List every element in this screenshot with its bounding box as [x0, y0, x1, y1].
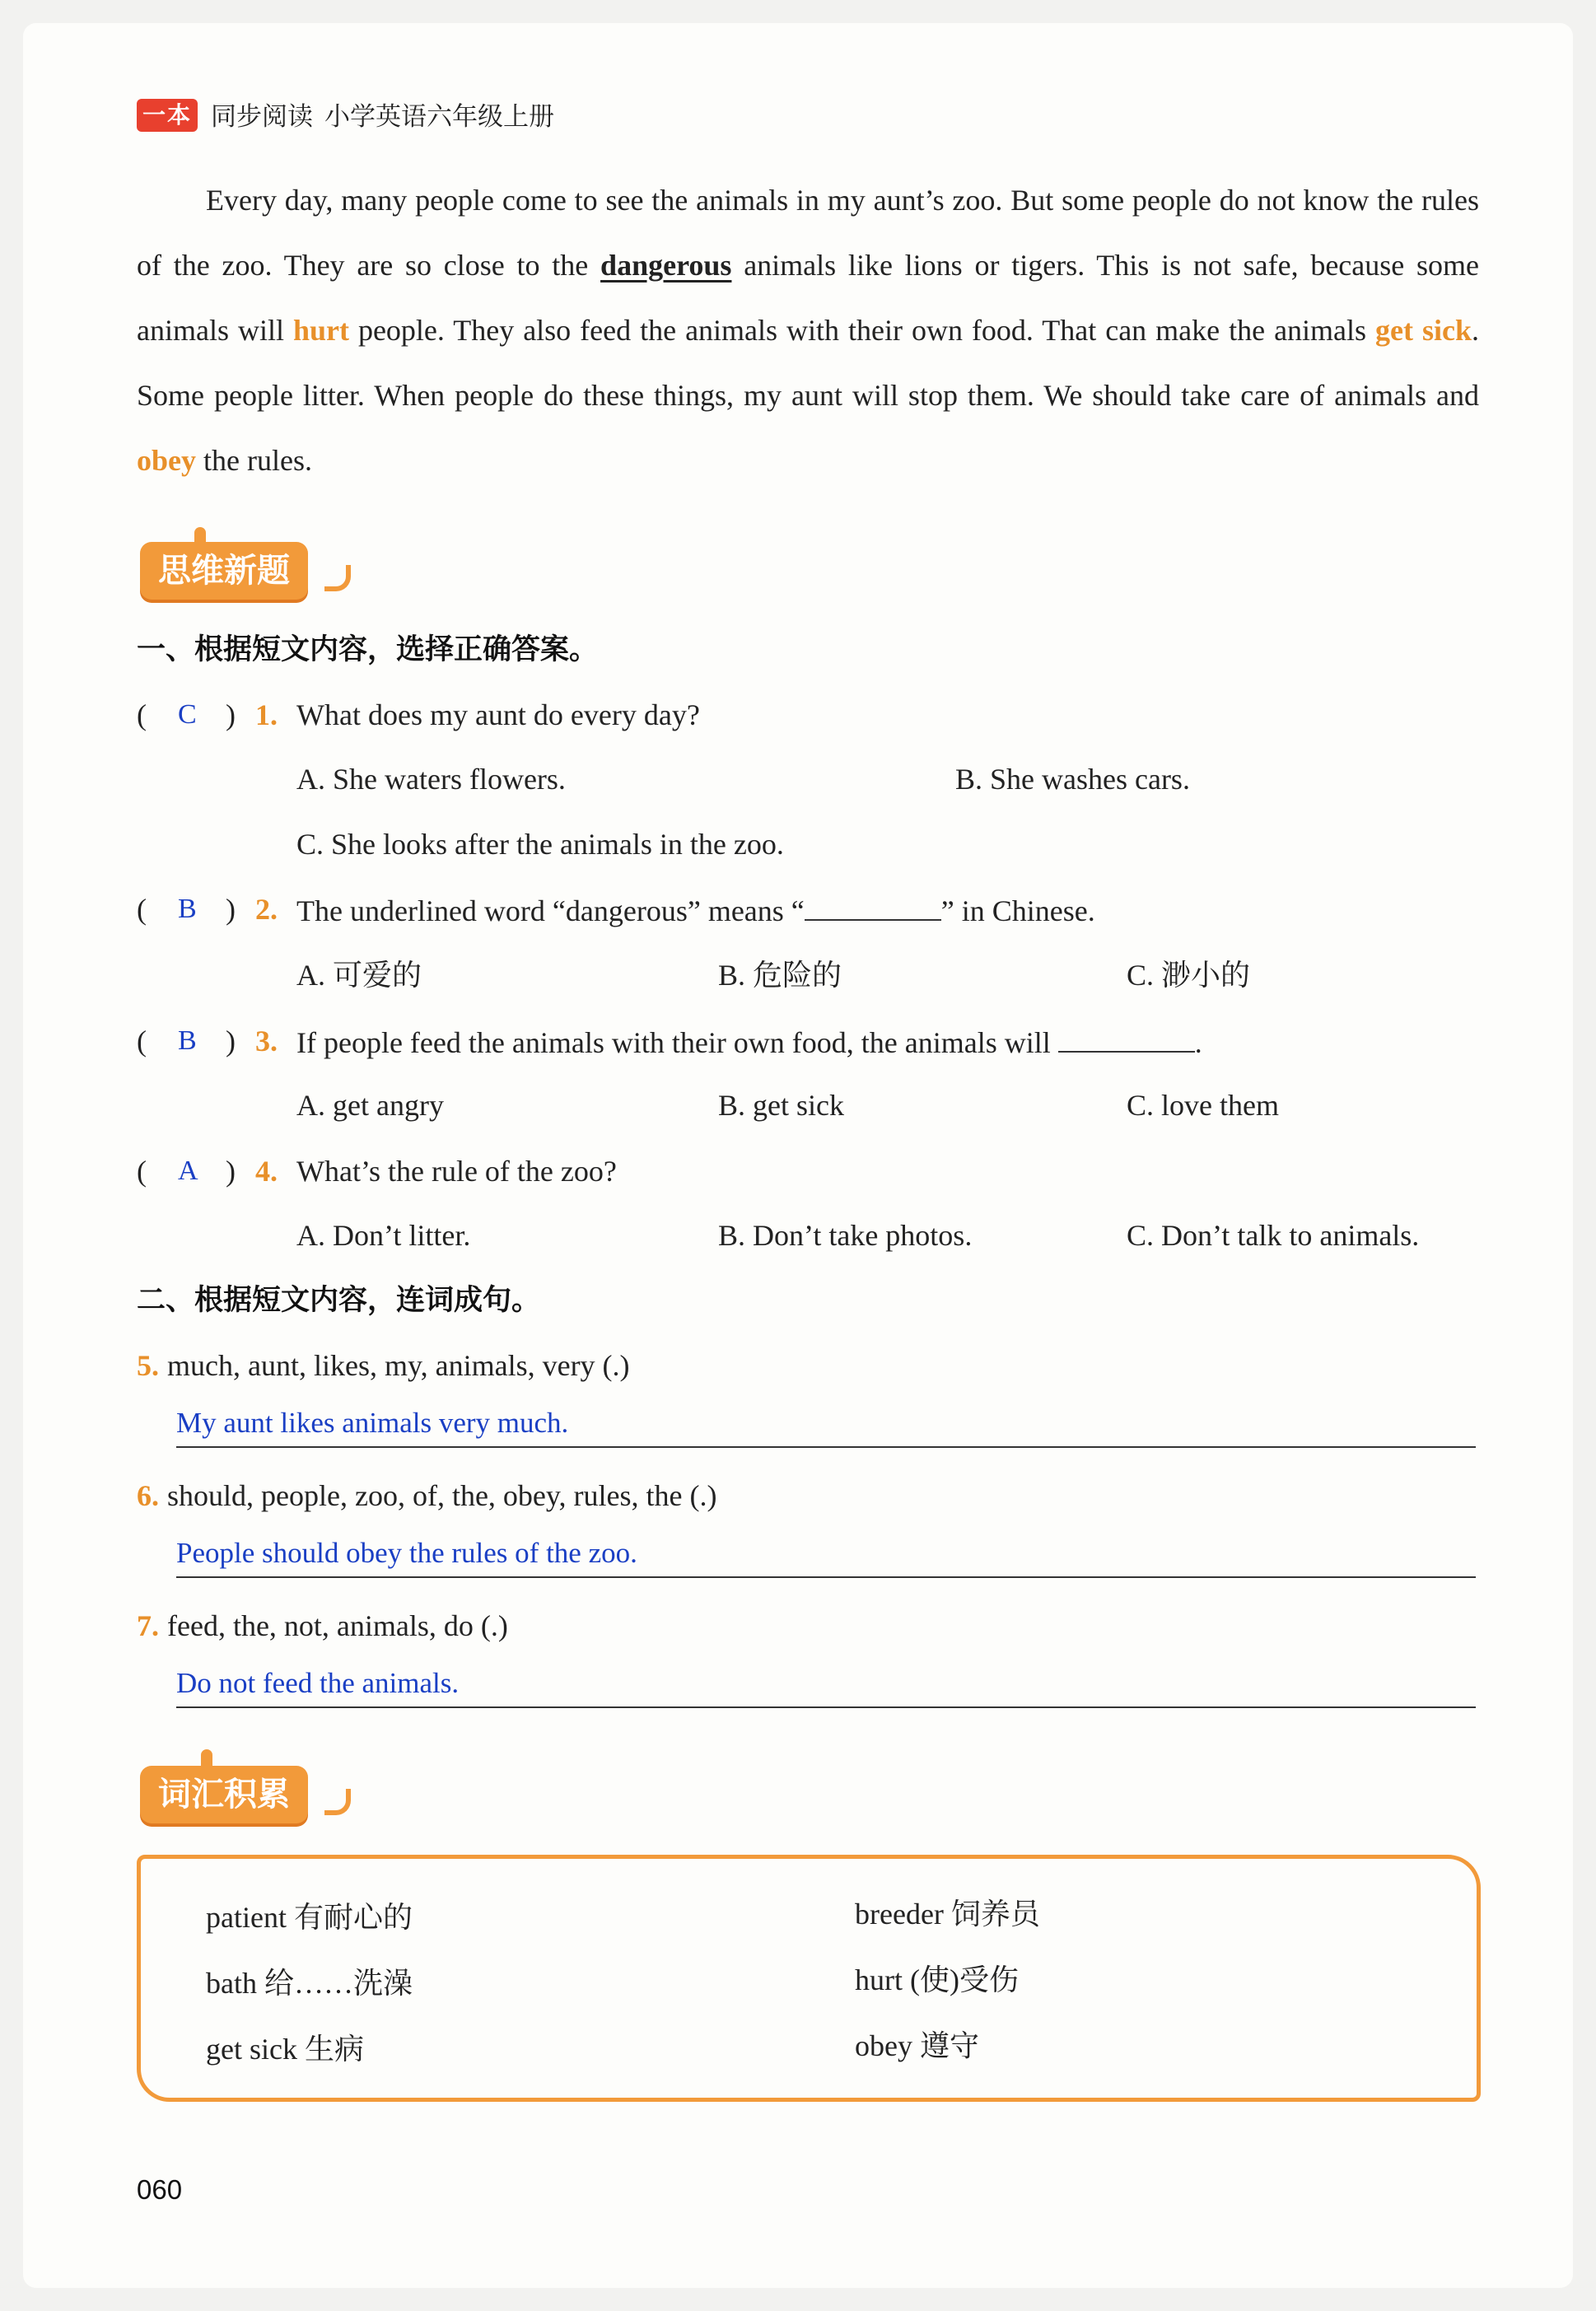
- sprout-decoration: [201, 1749, 212, 1767]
- paren-close: ): [226, 1025, 236, 1057]
- question-2: [137, 886, 1487, 932]
- question-text: [296, 886, 1095, 934]
- question-number: 4.: [255, 1155, 278, 1188]
- book-title: [211, 100, 554, 133]
- vocab-entry: get sick 生病: [206, 2033, 364, 2066]
- option-c: C. 渺小的: [1127, 959, 1251, 992]
- section-banner-thinking: 思维新题: [140, 542, 308, 600]
- keyword-obey: obey: [137, 444, 196, 477]
- fill-blank: [1058, 1018, 1195, 1053]
- vocab-entry: breeder 饲养员: [855, 1898, 1040, 1931]
- paren-close: ): [226, 1155, 236, 1188]
- question-text-part: The underlined word “dangerous” means “: [296, 894, 805, 927]
- option-b: B. Don’t take photos.: [718, 1219, 973, 1252]
- option-c: C. Don’t talk to animals.: [1127, 1219, 1420, 1252]
- question-3: [137, 1018, 1487, 1064]
- option-b: B. She washes cars.: [955, 763, 1190, 796]
- sentence-item-7: [137, 1603, 508, 1649]
- option-c: C. She looks after the animals in the zoo.: [296, 828, 784, 861]
- paren-open: (: [137, 1155, 147, 1188]
- vocab-entry: hurt (使)受伤: [855, 1963, 1019, 1996]
- question-text-part: If people feed the animals with their own food, the animals will: [296, 1026, 1058, 1059]
- question-text: [296, 1018, 1202, 1066]
- passage-text: people. They also feed the animals with their own food. That can make the animals: [348, 314, 1376, 347]
- option-a: A. She waters flowers.: [296, 763, 566, 796]
- question-text-part: ” in Chinese.: [940, 894, 1095, 927]
- publisher-logo: 一本: [137, 99, 198, 132]
- question-text: What’s the rule of the zoo?: [296, 1155, 617, 1188]
- option-a: A. Don’t litter.: [296, 1219, 471, 1252]
- book-subtitle: 小学英语六年级上册: [324, 102, 554, 132]
- question-text-part: .: [1194, 1026, 1202, 1059]
- paren-open: (: [137, 698, 147, 731]
- vocab-entry: patient 有耐心的: [206, 1901, 413, 1934]
- item-number: 7.: [137, 1609, 159, 1642]
- keyword-get-sick: get sick: [1375, 314, 1472, 347]
- vocab-entry: bath 给……洗澡: [206, 1967, 413, 2000]
- answer-line: People should obey the rules of the zoo.: [176, 1530, 1476, 1578]
- option-b: B. get sick: [718, 1089, 844, 1122]
- fill-blank: [805, 886, 941, 921]
- sentence-item-6: [137, 1473, 717, 1519]
- question-1: [137, 692, 1487, 738]
- passage-text: . Some people litter. When people do these things, my aunt will stop them. We should take care of animals and: [137, 314, 1479, 412]
- answer-choice: A: [178, 1156, 198, 1186]
- question-text: What does my aunt do every day?: [296, 698, 700, 731]
- passage-text: animals like lions or tigers. This is not safe, because some animals will: [137, 249, 1480, 347]
- passage-text: Every day, many people come to see the animals in my aunt’s zoo. But some people do not know the rules of the zoo. They are so close to the: [137, 184, 1479, 282]
- item-number: 5.: [137, 1349, 159, 1382]
- series-title: 同步阅读: [211, 102, 313, 132]
- vocab-entry: obey 遵守: [855, 2029, 979, 2062]
- question-number: 3.: [255, 1025, 278, 1057]
- answer-choice: B: [178, 894, 197, 924]
- section-banner-vocabulary: 词汇积累: [140, 1766, 308, 1823]
- passage-text: the rules.: [196, 444, 312, 477]
- answer-choice: C: [178, 699, 197, 730]
- page-number: 060: [137, 2174, 183, 2205]
- section2-heading: 二、根据短文内容，连词成句。: [137, 1284, 541, 1317]
- paren-close: ): [226, 893, 236, 926]
- question-4: [137, 1148, 1487, 1194]
- paren-open: (: [137, 1025, 147, 1057]
- keyword-hurt: hurt: [292, 314, 349, 347]
- scrambled-words: should, people, zoo, of, the, obey, rules, the (.): [167, 1479, 717, 1512]
- answer-line: My aunt likes animals very much.: [176, 1400, 1476, 1448]
- option-b: B. 危险的: [718, 959, 842, 992]
- paren-close: ): [226, 698, 236, 731]
- answer-line: Do not feed the animals.: [176, 1660, 1476, 1708]
- keyword-dangerous: dangerous: [600, 249, 732, 282]
- section1-heading: 一、根据短文内容，选择正确答案。: [137, 633, 599, 666]
- option-a: A. get angry: [296, 1089, 444, 1122]
- answer-choice: B: [178, 1025, 197, 1056]
- question-number: 1.: [255, 698, 278, 731]
- question-number: 2.: [255, 893, 278, 926]
- option-c: C. love them: [1127, 1089, 1279, 1122]
- paren-open: (: [137, 893, 147, 926]
- item-number: 6.: [137, 1479, 159, 1512]
- option-a: A. 可爱的: [296, 959, 422, 992]
- sentence-item-5: [137, 1342, 630, 1389]
- reading-passage: [137, 168, 1479, 493]
- scrambled-words: much, aunt, likes, my, animals, very (.): [167, 1349, 630, 1382]
- scrambled-words: feed, the, not, animals, do (.): [167, 1609, 508, 1642]
